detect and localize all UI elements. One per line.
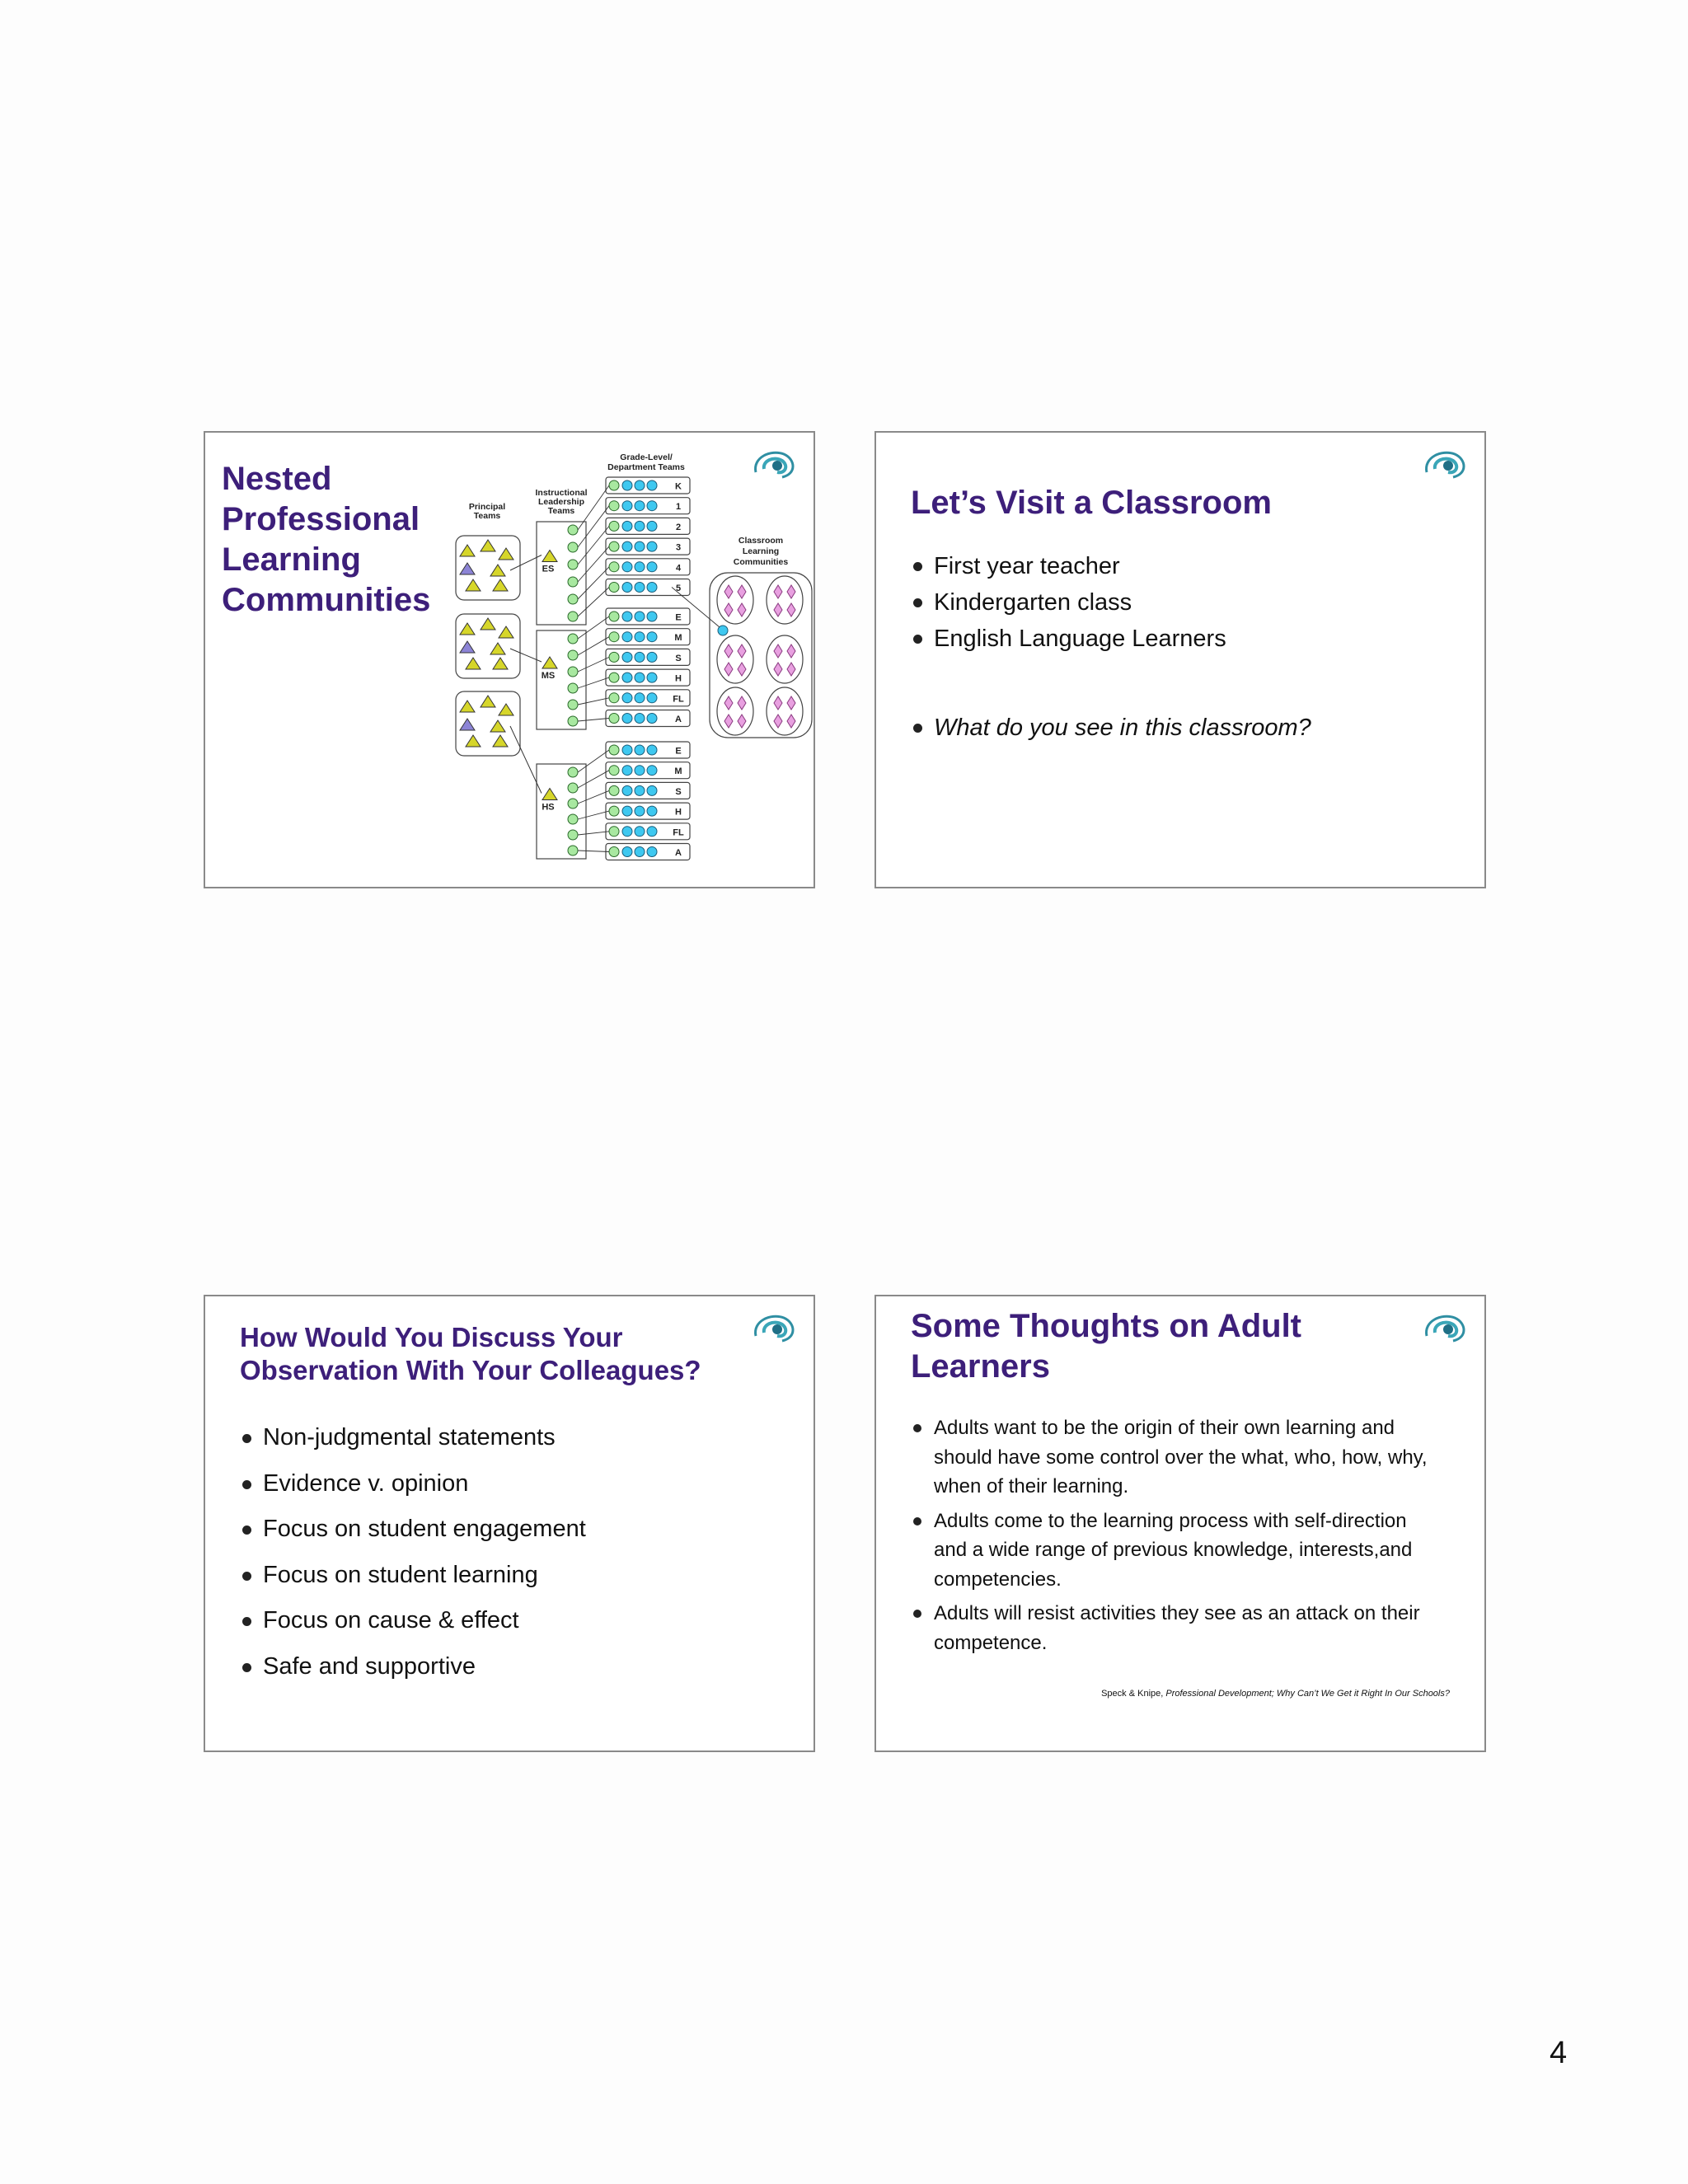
teacher-circle	[622, 652, 632, 662]
ilt-member-circle	[568, 650, 578, 660]
principal-teams-label: Teams	[473, 511, 501, 521]
teacher-circle	[635, 847, 645, 857]
teacher-circle	[647, 806, 657, 816]
teacher-circle	[609, 827, 619, 837]
teacher-circle	[647, 541, 657, 551]
teacher-circle	[635, 521, 645, 531]
classroom-oval	[767, 687, 803, 735]
ilt-member-circle	[568, 716, 578, 726]
teacher-circle	[635, 673, 645, 682]
citation-authors: Speck & Knipe,	[1101, 1689, 1166, 1699]
list-item: Adults come to the learning process with self-direction and a wide range of previous knowledge, interests,and competencies.	[911, 1507, 1438, 1595]
principal-teams-label: Principal	[468, 502, 506, 512]
classroom-oval	[717, 635, 753, 683]
classroom-oval	[767, 576, 803, 624]
teacher-circle	[609, 806, 619, 816]
list-item: Safe and supportive	[240, 1644, 586, 1690]
ilt-member-circle	[568, 767, 578, 777]
list-item: Adults want to be the origin of their own learning and should have some control over the what, who, how, why, when of their learning.	[911, 1413, 1438, 1502]
title-line: Learners	[911, 1348, 1050, 1385]
ilt-member-circle	[568, 634, 578, 644]
teacher-circle	[635, 541, 645, 551]
teacher-circle	[647, 612, 657, 621]
teacher-circle	[647, 632, 657, 642]
list-item: Focus on cause & effect	[240, 1598, 586, 1644]
teacher-circle	[609, 501, 619, 511]
bullet-list	[240, 1415, 586, 1690]
teacher-circle	[622, 632, 632, 642]
grade-team-label: 1	[675, 502, 682, 513]
grade-team-label: H	[675, 807, 682, 818]
list-item: Evidence v. opinion	[240, 1461, 586, 1507]
bullet-list	[911, 1413, 1438, 1662]
teacher-circle	[635, 652, 645, 662]
teacher-circle	[609, 714, 619, 724]
teacher-circle	[647, 827, 657, 837]
teacher-circle	[635, 562, 645, 572]
slide-title: Let’s Visit a Classroom	[911, 485, 1272, 521]
teacher-circle	[635, 714, 645, 724]
list-item: Adults will resist activities they see as an attack on their competence.	[911, 1599, 1438, 1657]
teacher-circle	[609, 785, 619, 795]
teacher-circle	[622, 673, 632, 682]
title-line: Professional	[222, 501, 420, 537]
grade-team-label: M	[674, 766, 682, 777]
classroom-oval	[717, 687, 753, 735]
ilt-member-circle	[568, 814, 578, 824]
teacher-circle	[609, 612, 619, 621]
teacher-circle	[609, 847, 619, 857]
teacher-circle	[647, 562, 657, 572]
grade-team-label: M	[674, 633, 682, 644]
list-item: First year teacher	[911, 548, 1311, 584]
list-item: Focus on student learning	[240, 1553, 586, 1599]
teacher-circle	[635, 827, 645, 837]
bullet-list	[911, 548, 1311, 746]
slide-visit-classroom	[874, 431, 1486, 888]
grade-teams-label: Grade-Level/	[620, 452, 673, 462]
teacher-circle	[622, 785, 632, 795]
teacher-circle	[622, 847, 632, 857]
citation-title: Professional Development; Why Can’t We Get it Right In Our Schools?	[1165, 1689, 1450, 1699]
title-line: Observation With Your Colleagues?	[240, 1355, 701, 1385]
teacher-circle	[647, 766, 657, 776]
ilt-member-circle	[568, 560, 578, 569]
teacher-circle	[622, 583, 632, 593]
ilt-teams-label: Teams	[547, 506, 575, 516]
grade-team-label: 5	[675, 583, 682, 593]
teacher-circle	[647, 480, 657, 490]
grade-teams-label: Department Teams	[607, 462, 685, 472]
slide-title	[240, 1321, 701, 1387]
slide-adult-learners	[874, 1295, 1486, 1752]
ilt-group-label: MS	[541, 671, 556, 681]
ilt-member-circle	[568, 700, 578, 710]
title-line: Nested	[222, 461, 332, 497]
ilt-member-circle	[568, 542, 578, 552]
teacher-circle	[635, 766, 645, 776]
teacher-circle	[635, 583, 645, 593]
teacher-circle	[609, 693, 619, 703]
classroom-communities-label: Learning	[742, 546, 780, 556]
grade-team-label: 2	[675, 522, 682, 532]
title-line: Communities	[222, 582, 431, 618]
grade-team-label: K	[675, 481, 682, 492]
nested-plc-diagram	[205, 433, 814, 887]
citation	[1101, 1689, 1450, 1699]
teacher-circle	[622, 806, 632, 816]
slide-nested-plc	[204, 431, 815, 888]
teacher-circle	[635, 480, 645, 490]
ilt-teams-label: Instructional	[535, 488, 588, 498]
ilt-member-circle	[568, 846, 578, 855]
grade-team-label: S	[675, 653, 682, 663]
ilt-group-label: HS	[542, 802, 555, 813]
ilt-member-circle	[568, 667, 578, 677]
teacher-circle	[622, 745, 632, 755]
teacher-circle	[609, 562, 619, 572]
teacher-circle	[635, 785, 645, 795]
list-item: Non-judgmental statements	[240, 1415, 586, 1461]
grade-team-label: A	[675, 848, 682, 858]
teacher-circle	[622, 714, 632, 724]
connector-arrow	[578, 750, 609, 772]
teacher-circle	[622, 541, 632, 551]
grade-team-label: S	[675, 786, 682, 797]
grade-team-label: A	[675, 715, 682, 724]
teacher-circle	[622, 521, 632, 531]
classroom-communities-label: Communities	[733, 557, 789, 567]
ilt-member-circle	[568, 799, 578, 808]
teacher-circle	[609, 652, 619, 662]
grade-team-label: H	[675, 673, 682, 684]
title-line: Some Thoughts on Adult	[911, 1308, 1302, 1344]
classroom-oval	[717, 576, 753, 624]
teacher-circle	[622, 693, 632, 703]
teacher-circle	[609, 745, 619, 755]
ilt-member-circle	[568, 594, 578, 604]
teacher-circle	[635, 745, 645, 755]
teacher-circle	[635, 612, 645, 621]
teacher-circle	[647, 785, 657, 795]
teacher-circle	[635, 806, 645, 816]
grade-team-label: FL	[673, 827, 684, 838]
ilt-group-label: ES	[542, 564, 555, 574]
question-item: What do you see in this classroom?	[911, 710, 1311, 746]
teacher-circle	[635, 632, 645, 642]
teacher-circle	[609, 766, 619, 776]
teacher-circle	[609, 632, 619, 642]
teacher-circle	[647, 673, 657, 682]
ilt-teams-label: Leadership	[537, 497, 585, 507]
page-number: 4	[1550, 2036, 1568, 2070]
grade-team-label: E	[675, 612, 682, 623]
teacher-circle	[622, 562, 632, 572]
ilt-member-circle	[568, 783, 578, 793]
teacher-circle	[622, 501, 632, 511]
teacher-circle	[647, 501, 657, 511]
teacher-circle	[622, 827, 632, 837]
list-item: Kindergarten class	[911, 584, 1311, 621]
swirl-logo-icon	[749, 1308, 804, 1347]
ilt-member-circle	[568, 612, 578, 621]
swirl-logo-icon	[1420, 444, 1475, 484]
slide-title	[911, 1306, 1301, 1387]
teacher-circle	[635, 501, 645, 511]
grade-team-label: 3	[675, 542, 682, 553]
teacher-circle	[609, 583, 619, 593]
teacher-circle	[609, 673, 619, 682]
classroom-communities-label: Classroom	[738, 536, 784, 546]
ilt-member-circle	[568, 577, 578, 587]
grade-team-label: FL	[673, 694, 684, 705]
teacher-circle	[635, 693, 645, 703]
grade-team-label: E	[675, 746, 682, 757]
teacher-circle	[647, 521, 657, 531]
teacher-circle	[647, 714, 657, 724]
title-line: Learning	[222, 541, 361, 578]
teacher-circle	[647, 693, 657, 703]
classroom-oval	[767, 635, 803, 683]
teacher-circle	[609, 521, 619, 531]
teacher-circle	[647, 583, 657, 593]
slide-discuss-observation	[204, 1295, 815, 1752]
grade-team-label: 4	[675, 563, 682, 574]
ilt-member-circle	[568, 683, 578, 693]
teacher-circle	[622, 480, 632, 490]
teacher-circle	[609, 541, 619, 551]
ilt-member-circle	[568, 525, 578, 535]
list-item: Focus on student engagement	[240, 1507, 586, 1553]
teacher-circle	[647, 652, 657, 662]
teacher-circle	[647, 847, 657, 857]
connector-arrow	[510, 726, 542, 794]
ilt-member-circle	[568, 830, 578, 840]
title-line: How Would You Discuss Your	[240, 1322, 623, 1352]
teacher-circle	[647, 745, 657, 755]
teacher-circle	[622, 766, 632, 776]
list-item: English Language Learners	[911, 621, 1311, 657]
swirl-logo-icon	[1420, 1308, 1475, 1347]
teacher-circle	[622, 612, 632, 621]
teacher-circle	[609, 480, 619, 490]
